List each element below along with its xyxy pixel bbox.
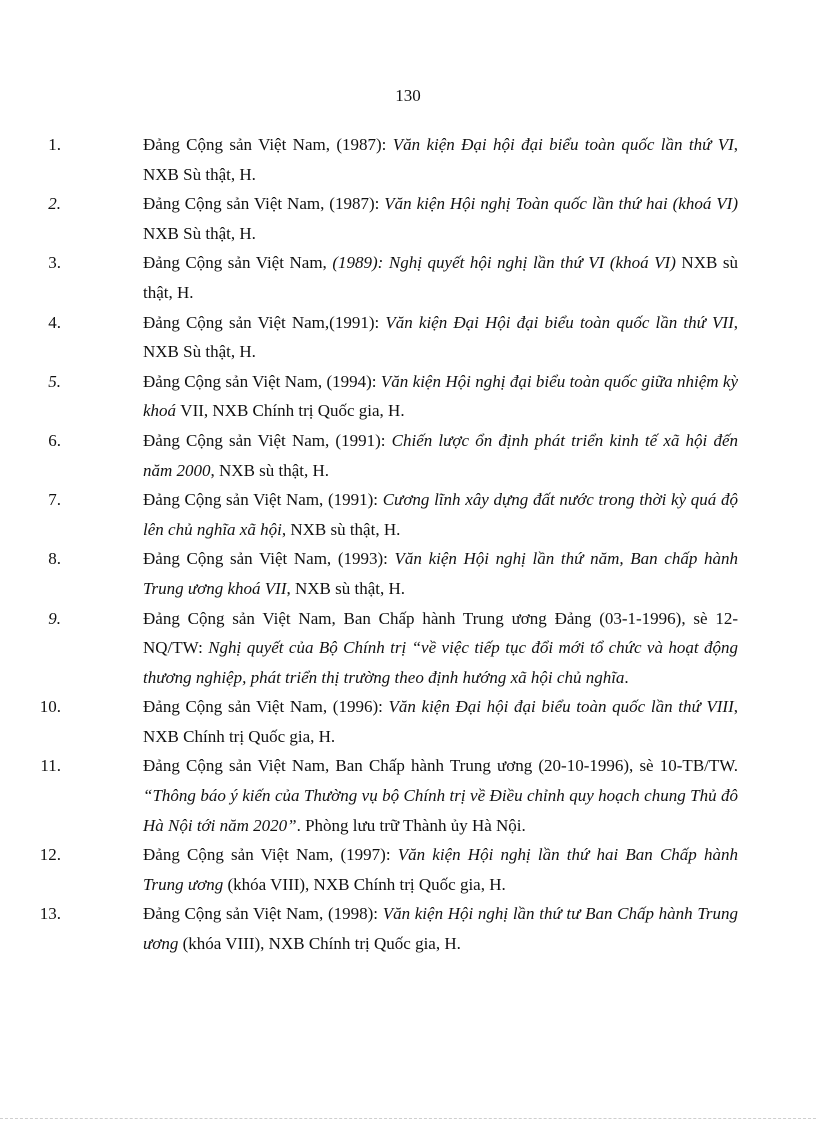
- reference-text: Đảng Cộng sản Việt Nam, (1991):: [143, 430, 392, 450]
- reference-title-text: Nghị quyết của Bộ Chính trị “về việc tiếp tục đổi mới tổ chức và hoạt động thương nghiệp, phát triển thị trường theo định hướng xã hội chủ nghĩa: [143, 638, 738, 687]
- reference-text: , NXB sù thật, H.: [210, 460, 330, 480]
- reference-number: 11.: [40, 756, 61, 776]
- reference-text: Đảng Cộng sản Việt Nam, (1993):: [143, 549, 395, 569]
- reference-number: 7.: [48, 490, 61, 510]
- reference-item: [0, 189, 738, 248]
- reference-text: Đảng Cộng sản Việt Nam, Ban Chấp hành Trung ương (20-10-1996), sè 10-TB/TW.: [143, 756, 738, 776]
- reference-title-text: Cương lĩnh xây dựng đất nước trong thời kỳ quá độ lên chủ nghĩa xã hội: [143, 490, 738, 539]
- reference-item: [0, 485, 738, 544]
- reference-title-text: Văn kiện Đại hội đại biểu toàn quốc lần thứ VIII: [388, 697, 734, 717]
- reference-number: 9.: [48, 608, 61, 628]
- reference-title-text: Văn kiện Hội nghị Toàn quốc lần thứ hai (khoá VI): [384, 194, 738, 214]
- page-bottom-divider: [0, 1118, 816, 1119]
- reference-list: [0, 130, 816, 959]
- reference-text: Đảng Cộng sản Việt Nam,(1991):: [143, 312, 386, 332]
- reference-number: 1.: [48, 135, 61, 154]
- reference-text: NXB sù thật, H.: [143, 253, 739, 302]
- reference-item: [0, 544, 738, 603]
- reference-title-text: Văn kiện Đại hội đại biểu toàn quốc lần thứ VI: [392, 135, 734, 154]
- reference-text: . Phòng lưu trữ Thành ủy Hà Nội.: [296, 815, 526, 835]
- reference-text: Đảng Cộng sản Việt Nam, Ban Chấp hành Trung ương Đảng (03-1-1996), sè 12-NQ/TW:: [143, 608, 738, 658]
- reference-item: [0, 248, 738, 307]
- reference-text: Đảng Cộng sản Việt Nam, (1987):: [143, 135, 393, 154]
- reference-item: [0, 692, 738, 751]
- reference-number: 10.: [39, 697, 61, 717]
- reference-text: Đảng Cộng sản Việt Nam, (1998):: [143, 904, 383, 924]
- reference-item: [0, 426, 738, 485]
- reference-title-text: Văn kiện Hội nghị đại biểu toàn quốc giữa nhiệm kỳ khoá: [143, 371, 738, 421]
- reference-item: [0, 899, 738, 958]
- reference-item: [0, 130, 738, 189]
- reference-item: [0, 367, 738, 426]
- reference-title-text: “Thông báo ý kiến của Thường vụ bộ Chính trị về Điều chỉnh quy hoạch chung Thủ đô Hà Nội tới năm 2020”: [143, 786, 738, 835]
- reference-title-text: Chiến lược ổn định phát triển kinh tế xã hội đến năm 2000: [143, 430, 738, 480]
- reference-number: 2.: [48, 194, 61, 214]
- reference-text: NXB Sù thật, H.: [143, 223, 256, 243]
- reference-title-text: Văn kiện Hội nghị lần thứ hai Ban Chấp hành Trung ương: [143, 845, 738, 894]
- reference-text: , NXB Sù thật, H.: [143, 312, 738, 362]
- reference-number: 6.: [48, 430, 61, 450]
- reference-item: [0, 308, 738, 367]
- reference-text: Đảng Cộng sản Việt Nam, (1996):: [143, 697, 389, 717]
- reference-text: Đảng Cộng sản Việt Nam, (1994):: [143, 371, 381, 391]
- reference-title-text: Văn kiện Hội nghị lần thứ năm, Ban chấp hành Trung ương khoá VII: [143, 549, 738, 598]
- reference-text: VII, NXB Chính trị Quốc gia, H.: [180, 401, 405, 421]
- reference-text: Đảng Cộng sản Việt Nam, (1987):: [143, 194, 385, 214]
- reference-item: [0, 751, 738, 840]
- reference-number: 5.: [48, 371, 61, 391]
- reference-text: , NXB Chính trị Quốc gia, H.: [143, 697, 738, 746]
- reference-text: , NXB sù thật, H.: [286, 578, 406, 598]
- reference-title-text: Văn kiện Hội nghị lần thứ tư Ban Chấp hành Trung ương: [143, 904, 738, 954]
- reference-text: , NXB sù thật, H.: [281, 519, 401, 539]
- reference-text: .: [624, 667, 629, 687]
- reference-text: Đảng Cộng sản Việt Nam, (1997):: [143, 845, 398, 865]
- reference-number: 8.: [48, 549, 61, 569]
- page-number: 130: [395, 86, 421, 105]
- reference-text: (khóa VIII), NXB Chính trị Quốc gia, H.: [178, 934, 461, 954]
- reference-text: Đảng Cộng sản Việt Nam,: [143, 253, 333, 273]
- reference-text: Đảng Cộng sản Việt Nam, (1991):: [143, 490, 383, 510]
- reference-number: 3.: [48, 253, 61, 273]
- reference-item: [0, 604, 738, 693]
- reference-number: 13.: [39, 904, 61, 924]
- reference-text: , NXB Sù thật, H.: [143, 135, 738, 184]
- reference-title-text: Văn kiện Đại Hội đại biểu toàn quốc lần thứ VII: [385, 312, 734, 332]
- reference-number: 4.: [48, 312, 61, 332]
- reference-number: 12.: [39, 845, 61, 865]
- reference-text: (khóa VIII), NXB Chính trị Quốc gia, H.: [223, 874, 506, 894]
- reference-title-text: (1989): Nghị quyết hội nghị lần thứ VI (khoá VI): [332, 253, 676, 273]
- reference-item: [0, 840, 738, 899]
